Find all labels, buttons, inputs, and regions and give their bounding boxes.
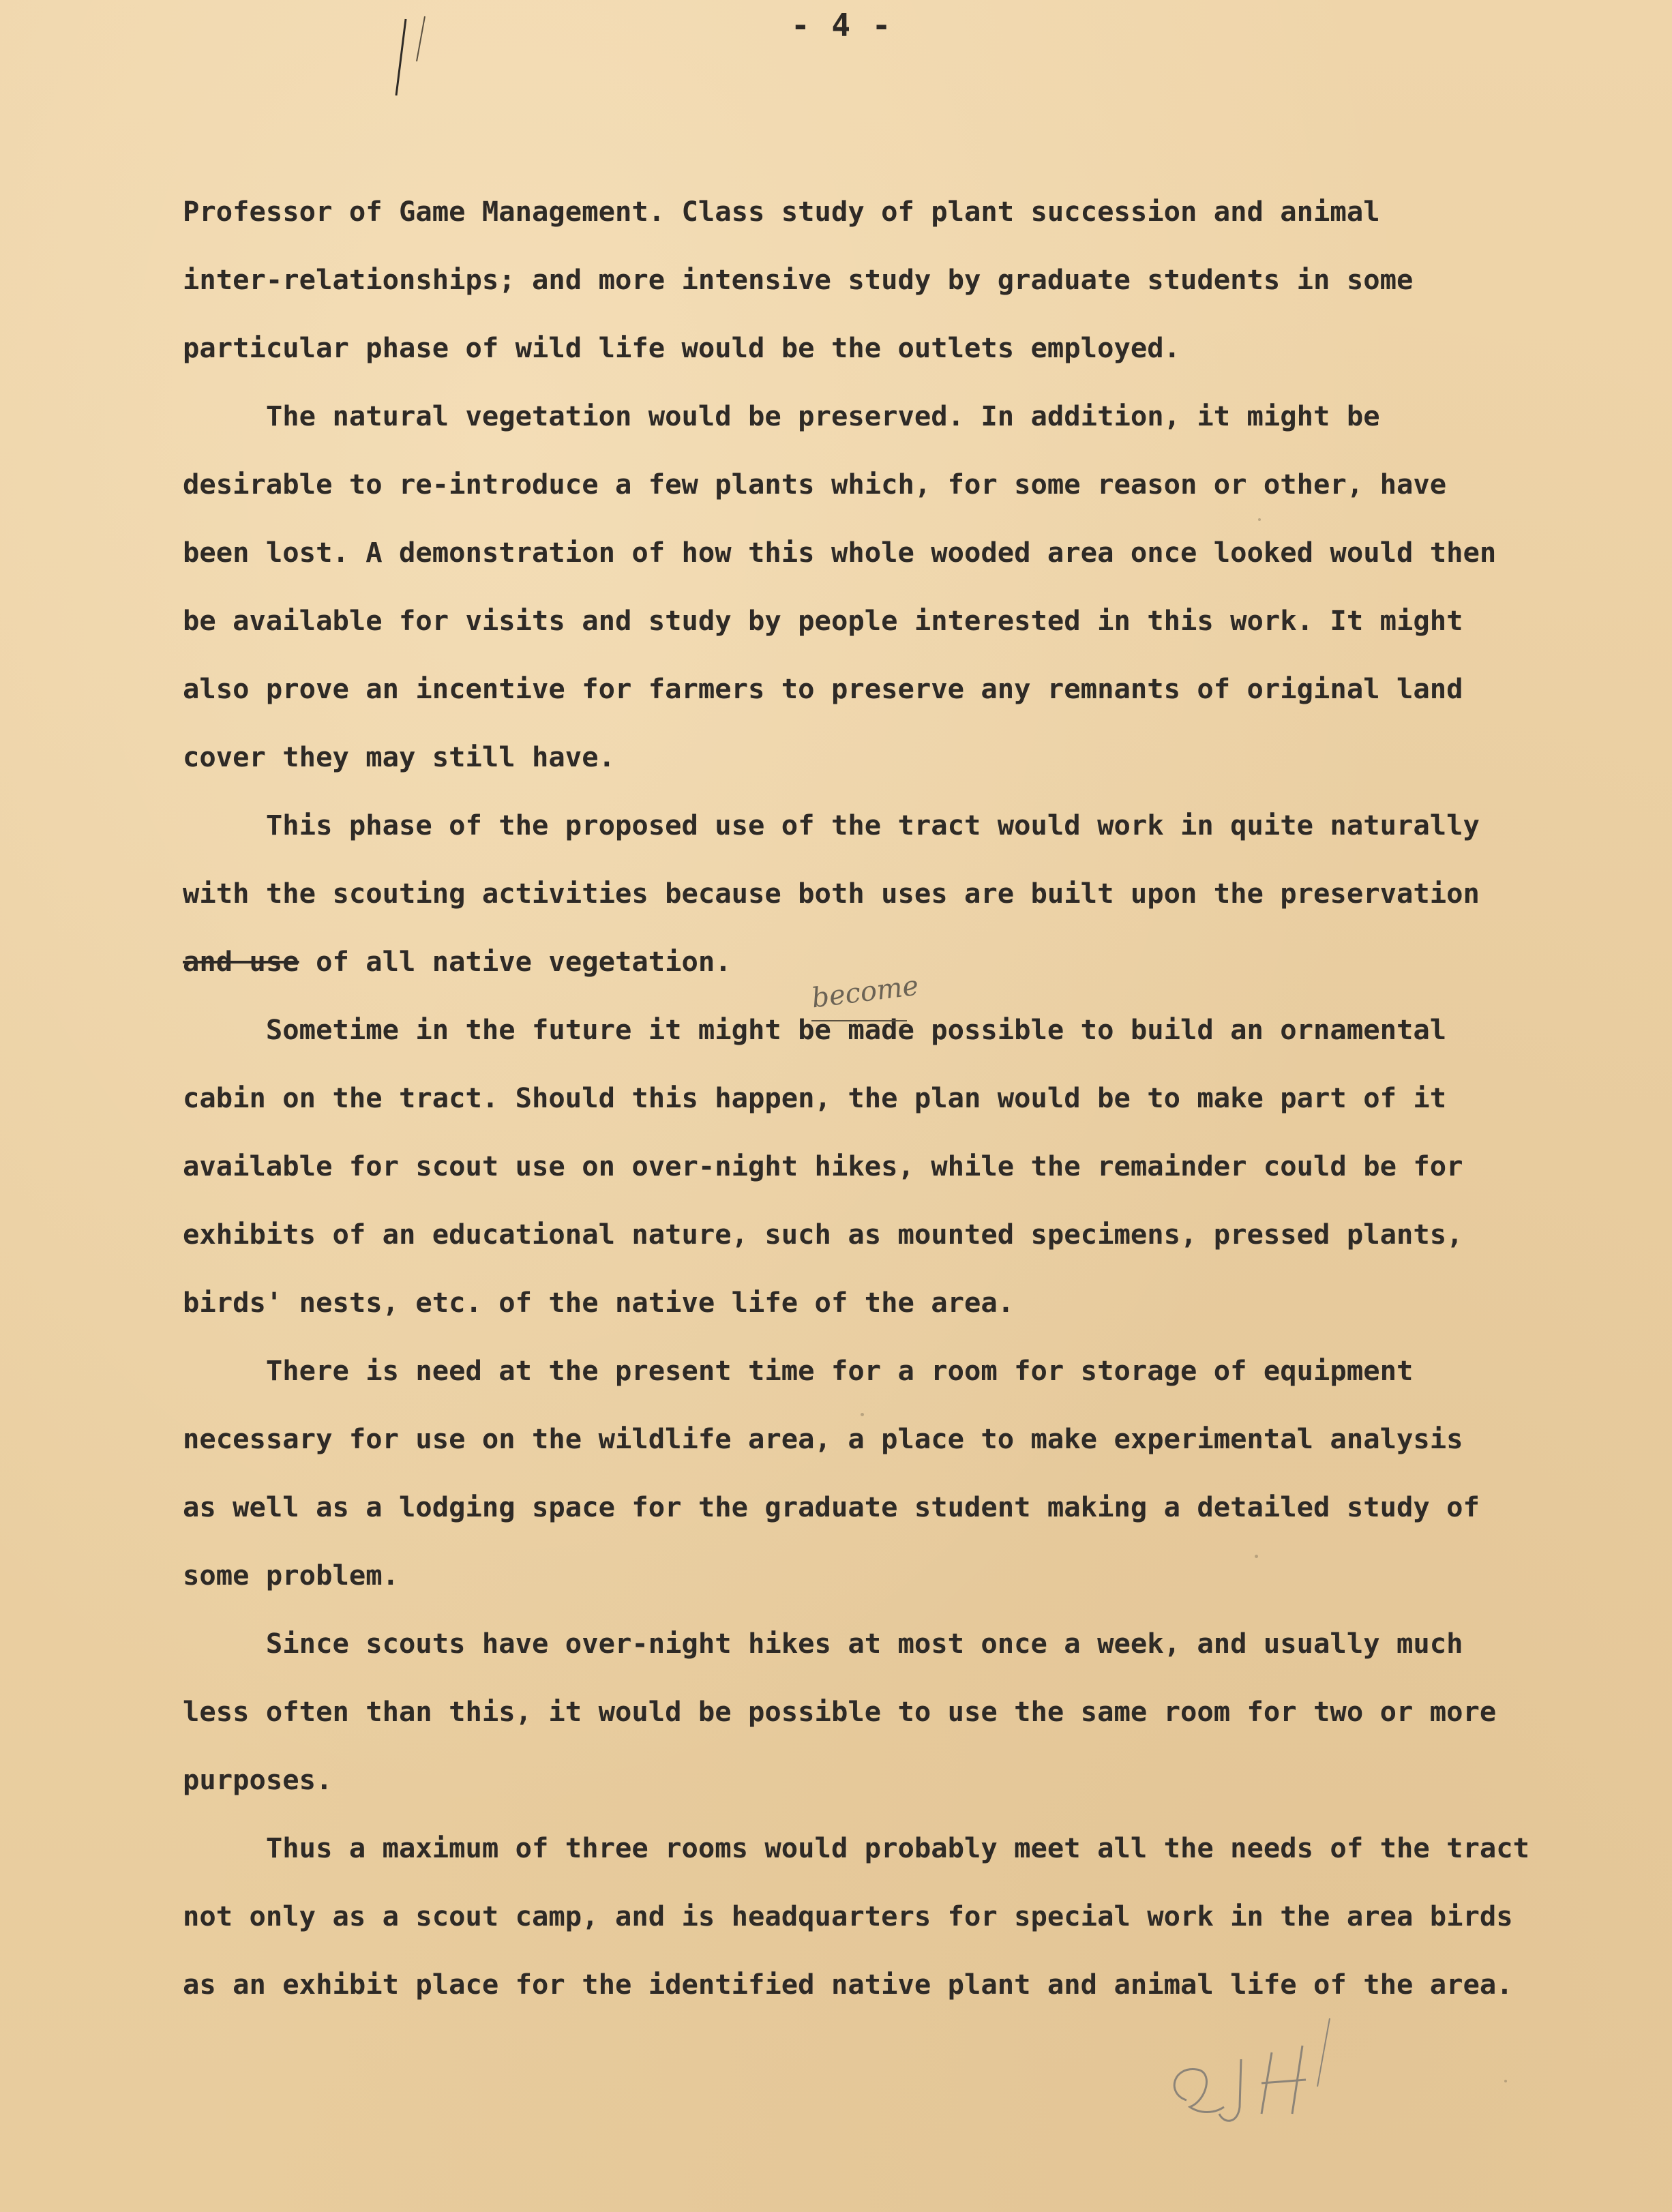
text-line: Thus a maximum of three rooms would probably meet all the needs of the tract xyxy=(183,1832,1530,1864)
page-number: - 4 - xyxy=(791,7,893,44)
text-line-remainder: of all native vegetation. xyxy=(299,945,732,978)
text-line: Professor of Game Management. Class study of plant succession and animal xyxy=(183,195,1380,228)
text-line: with the scouting activities because both uses are built upon the preservation xyxy=(183,877,1480,910)
text-line: less often than this, it would be possible to use the same room for two or more xyxy=(183,1695,1497,1728)
insertion-strike-mark xyxy=(811,1019,907,1023)
text-line: some problem. xyxy=(183,1559,399,1591)
text-line: birds' nests, etc. of the native life of the area. xyxy=(183,1286,1015,1319)
text-line: desirable to re-introduce a few plants which, for some reason or other, have xyxy=(183,468,1447,500)
text-line: as an exhibit place for the identified native plant and animal life of the area. xyxy=(183,1968,1513,2001)
text-line: particular phase of wild life would be the outlets employed. xyxy=(183,331,1180,364)
text-line: The natural vegetation would be preserved. In addition, it might be xyxy=(183,400,1380,432)
paper-speck xyxy=(861,1413,864,1416)
text-line: been lost. A demonstration of how this whole wooded area once looked would then xyxy=(183,536,1497,569)
struck-out-text: and use xyxy=(183,945,299,978)
paper-speck xyxy=(1504,2080,1507,2082)
handwritten-initials xyxy=(1159,2012,1337,2148)
text-line: inter-relationships; and more intensive study by graduate students in some xyxy=(183,263,1414,296)
text-line: as well as a lodging space for the graduate student making a detailed study of xyxy=(183,1491,1480,1523)
text-line: This phase of the proposed use of the tract would work in quite naturally xyxy=(183,809,1480,841)
text-line: Since scouts have over-night hikes at most once a week, and usually much xyxy=(183,1627,1463,1660)
text-line: purposes. xyxy=(183,1763,333,1796)
text-line: be available for visits and study by people interested in this work. It might xyxy=(183,604,1463,637)
text-line: cabin on the tract. Should this happen, the plan would be to make part of it xyxy=(183,1081,1447,1114)
text-line: necessary for use on the wildlife area, a place to make experimental analysis xyxy=(183,1422,1463,1455)
text-line: cover they may still have. xyxy=(183,741,615,773)
text-line: available for scout use on over-night hikes, while the remainder could be for xyxy=(183,1150,1463,1182)
text-line: Sometime in the future it might be made possible to build an ornamental xyxy=(183,1013,1447,1046)
pencil-margin-mark xyxy=(392,14,433,102)
paper-speck xyxy=(1258,518,1261,521)
paper-speck xyxy=(1255,1555,1258,1558)
text-line: also prove an incentive for farmers to preserve any remnants of original land xyxy=(183,672,1463,705)
text-line: exhibits of an educational nature, such as mounted specimens, pressed plants, xyxy=(183,1218,1463,1251)
handwritten-insertion: become xyxy=(809,970,921,1015)
text-line: not only as a scout camp, and is headquarters for special work in the area birds xyxy=(183,1900,1513,1932)
text-line: There is need at the present time for a room for storage of equipment xyxy=(183,1354,1414,1387)
typed-body-text xyxy=(183,184,1601,2025)
